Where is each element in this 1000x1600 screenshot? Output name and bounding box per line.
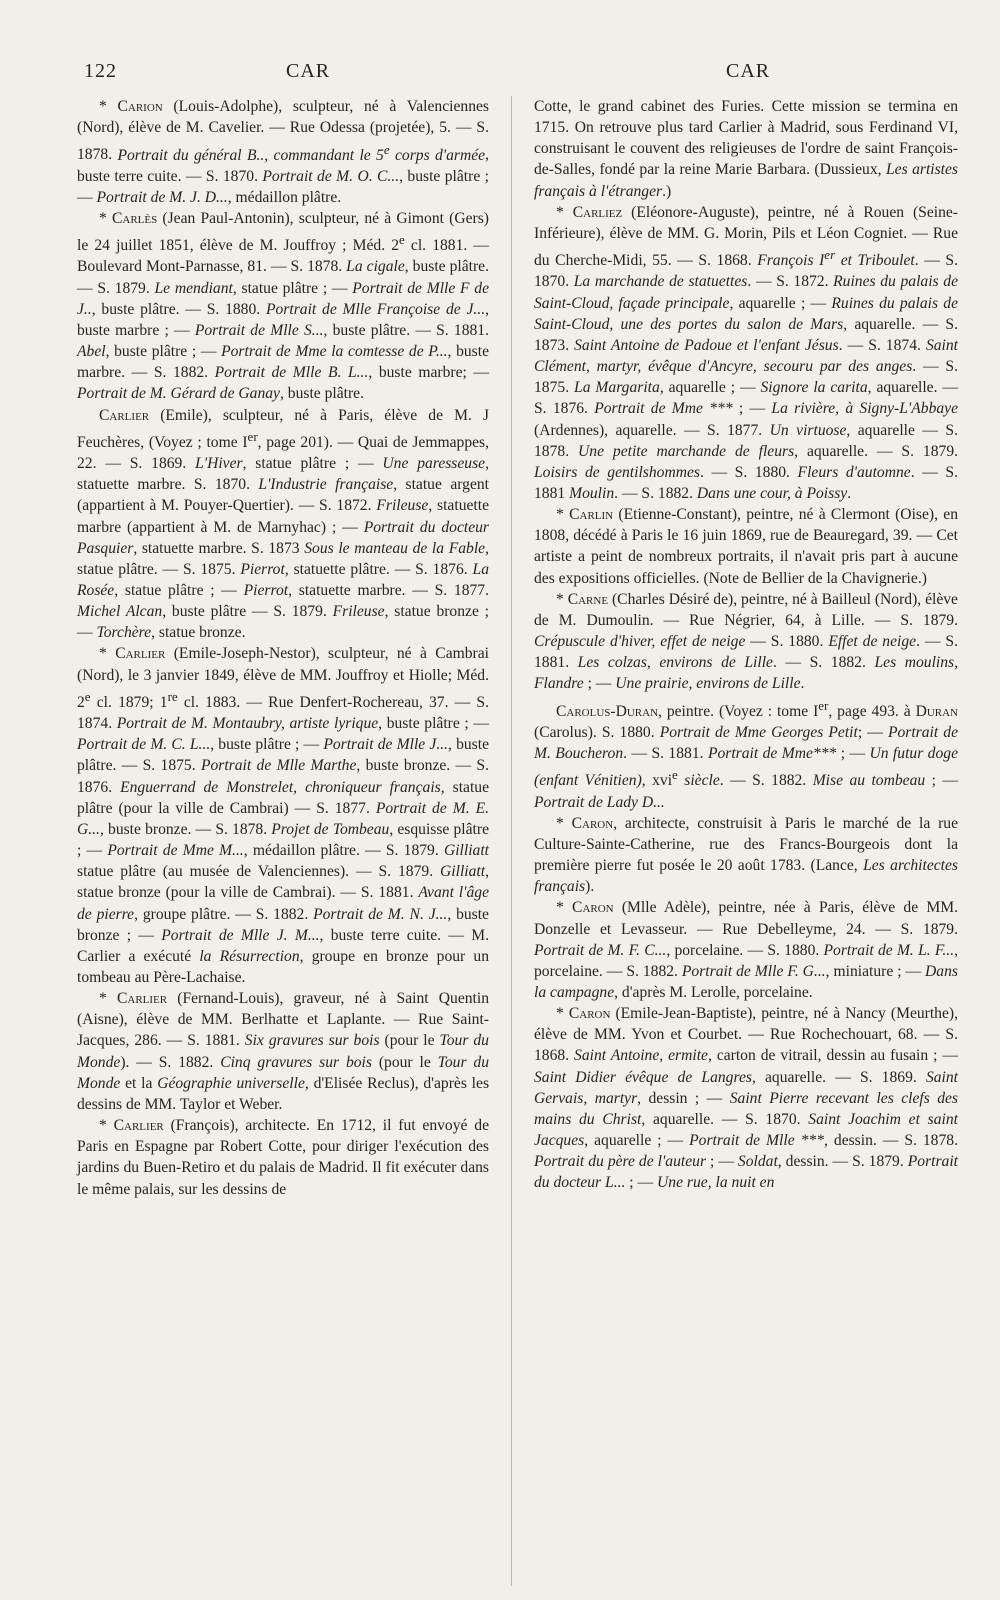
right-column — [534, 96, 958, 1194]
dictionary-entry: * Carlier (François), architecte. En 1712, il fut envoyé de Paris en Espagne par Robert Cotte, pour diriger l'exécution des jardins du Buen-Retiro et du palais de Madrid. Il fit exécuter dans le même palais, sur les dessins de — [77, 1117, 489, 1198]
dictionary-entry: * Caron (Mlle Adèle), peintre, née à Paris, élève de MM. Donzelle et Levasseur. — Rue Debelleyme, 24. — S. 1879. Portrait de M. F. C..., porcelaine. — S. 1880. Portrait de M. L. F..., porcelaine. — S. 1882. Portrait de Mlle F. G..., miniature ; — Dans la campagne, d'après M. Lerolle, porcelaine. — [534, 899, 958, 1001]
left-column — [77, 96, 489, 1200]
left-running-head: CAR — [286, 60, 331, 82]
dictionary-entry: * Carlin (Etienne-Constant), peintre, né à Clermont (Oise), en 1808, décédé à Paris le 16 juin 1869, rue de Beauregard, 39. — Cet artiste a peint de nombreux portraits, il n'avait pris part à aucune des expositions officielles. (Note de Bellier de la Chavignerie.) — [534, 506, 958, 587]
dictionary-entry: * Carlier (Fernand-Louis), graveur, né à Saint Quentin (Aisne), élève de MM. Berlhatte et Laplante. — Rue Saint-Jacques, 286. — S. 1881. Six gravures sur bois (pour le Tour du Monde). — S. 1882. Cinq gravures sur bois (pour le Tour du Monde et la Géographie universelle, d'Elisée Reclus), d'après les dessins de MM. Taylor et Weber. — [77, 990, 490, 1113]
dictionary-entry: * Carne (Charles Désiré de), peintre, né à Bailleul (Nord), élève de M. Dumoulin. — Rue Négrier, 64, à Lille. — S. 1879. Crépuscule d'hiver, effet de neige — S. 1880. Effet de neige. — S. 1881. Les colzas, environs de Lille. — S. 1882. Les moulins, Flandre ; — Une prairie, environs de Lille. — [534, 590, 958, 693]
right-running-head: CAR — [726, 60, 771, 82]
dictionary-entry: * Carlier (Emile-Joseph-Nestor), sculpteur, né à Cambrai (Nord), le 3 janvier 1849, élève de MM. Jouffroy et Hiolle; Méd. 2e cl. 1879; 1re cl. 1883. — Rue Denfert-Rochereau, 37. — S. 1874. Portrait de M. Montaubry, artiste lyrique, buste plâtre ; — Portrait de M. C. L..., buste plâtre ; — Portrait de Mlle J..., buste plâtre. — S. 1875. Portrait de Mlle Marthe, buste bronze. — S. 1876. Enguerrand de Monstrelet, chroniqueur français, statue plâtre (pour la ville de Cambrai) — S. 1877. Portrait de M. E. G..., buste bronze. — S. 1878. Projet de Tombeau, esquisse plâtre ; — Portrait de Mme M..., médaillon plâtre. — S. 1879. Gilliatt statue plâtre (au musée de Valenciennes). — S. 1879. Gilliatt, statue bronze (pour la ville de Cambrai). — S. 1881. Avant l'âge de pierre, groupe plâtre. — S. 1882. Portrait de M. N. J..., buste bronze ; — Portrait de Mlle J. M..., buste terre cuite. — M. Carlier a exécuté la Résurrection, groupe en bronze pour un tombeau au Père-Lachaise. — [77, 645, 490, 986]
dictionary-entry: * Carion (Louis-Adolphe), sculpteur, né à Valenciennes (Nord), élève de M. Cavelier. — Rue Odessa (projetée), 5. — S. 1878. Portrait du général B.., commandant le 5e corps d'armée, buste terre cuite. — S. 1870. Portrait de M. O. C..., buste plâtre ; — Portrait de M. J. D..., médaillon plâtre. — [77, 98, 489, 206]
page-number: 122 — [84, 60, 117, 82]
running-header — [0, 58, 1000, 88]
dictionary-entry: * Caron, architecte, construisit à Paris le marché de la rue Culture-Sainte-Catherine, rue des Francs-Bourgeois dont la première pierre fut posée le 20 août 1783. (Lance, Les architectes français). — [534, 814, 958, 896]
column-divider — [511, 96, 512, 1586]
dictionary-entry: Carlier (Emile), sculpteur, né à Paris, élève de M. J Feuchères, (Voyez ; tome Ier, page 201). — Quai de Jemmappes, 22. — S. 1869. L'Hiver, statue plâtre ; — Une paresseuse, statuette marbre. S. 1870. L'Industrie française, statue argent (appartient à M. Pouyer-Quertier). — S. 1872. Frileuse, statuette marbre (appartient à M. de Marnyhac) ; — Portrait du docteur Pasquier, statuette marbre. S. 1873 Sous le manteau de la Fable, statue plâtre. — S. 1875. Pierrot, statuette plâtre. — S. 1876. La Rosée, statue plâtre ; — Pierrot, statuette marbre. — S. 1877. Michel Alcan, buste plâtre — S. 1879. Frileuse, statue bronze ; — Torchère, statue bronze. — [77, 406, 490, 642]
dictionary-entry: Cotte, le grand cabinet des Furies. Cette mission se termina en 1715. On retrouve plus tard Carlier à Madrid, sous Ferdinand VI, construisant le couvent des religieuses de l'ordre de saint François-de-Salles, fondé par la reine Marie Barbara. (Dussieux, Les artistes français à l'étranger.) — [534, 98, 959, 200]
dictionary-entry: Carolus-Duran, peintre. (Voyez : tome Ier, page 493. à Duran (Carolus). S. 1880. Portrait de Mme Georges Petit; — Portrait de M. Boucheron. — S. 1881. Portrait de Mme*** ; — Un futur doge (enfant Vénitien), xvi$^e$ siècle. — S. 1882. Mise au tombeau ; — Portrait de Lady D... — [534, 697, 958, 811]
dictionary-entry: * Carliez (Eléonore-Auguste), peintre, né à Rouen (Seine-Inférieure), élève de MM. G. Morin, Pils et Léon Cogniet. — Rue du Cherche-Midi, 55. — S. 1868. François Ier et Triboulet. — S. 1870. La marchande de statuettes. — S. 1872. Ruines du palais de Saint-Cloud, façade principale, aquarelle ; — Ruines du palais de Saint-Cloud, une des portes du salon de Mars, aquarelle. — S. 1873. Saint Antoine de Padoue et l'enfant Jésus. — S. 1874. Saint Clément, martyr, évêque d'Ancyre, secouru par des anges. — S. 1875. La Margarita, aquarelle ; — Signore la carita, aquarelle. — S. 1876. Portrait de Mme *** ; — La rivière, à Signy-L'Abbaye (Ardennes), aquarelle. — S. 1877. Un virtuose, aquarelle — S. 1878. Une petite marchande de fleurs, aquarelle. — S. 1879. Loisirs de gentilshommes. — S. 1880. Fleurs d'automne. — S. 1881 Moulin. — S. 1882. Dans une cour, à Poissy. — [534, 203, 959, 502]
dictionary-entry: * Caron (Emile-Jean-Baptiste), peintre, né à Nancy (Meurthe), élève de MM. Yvon et Courbet. — Rue Rochechouart, 68. — S. 1868. Saint Antoine, ermite, carton de vitrail, dessin au fusain ; — Saint Didier évêque de Langres, aquarelle. — S. 1869. Saint Gervais, martyr, dessin ; — Saint Pierre recevant les clefs des mains du Christ, aquarelle. — S. 1870. Saint Joachim et saint Jacques, aquarelle ; — Portrait de Mlle ***, dessin. — S. 1878. Portrait du père de l'auteur ; — Soldat, dessin. — S. 1879. Portrait du docteur L... ; — Une rue, la nuit en — [534, 1005, 959, 1192]
dictionary-entry: * Carlès (Jean Paul-Antonin), sculpteur, né à Gimont (Gers) le 24 juillet 1851, élève de M. Jouffroy ; Méd. 2e cl. 1881. — Boulevard Mont-Parnasse, 81. — S. 1878. La cigale, buste plâtre. — S. 1879. Le mendiant, statue plâtre ; — Portrait de Mlle F de J.., buste plâtre. — S. 1880. Portrait de Mlle Françoise de J..., buste marbre ; — Portrait de Mlle S..., buste plâtre. — S. 1881. Abel, buste plâtre ; — Portrait de Mme la comtesse de P..., buste marbre. — S. 1882. Portrait de Mlle B. L..., buste marbre; — Portrait de M. Gérard de Ganay, buste plâtre. — [77, 209, 490, 403]
